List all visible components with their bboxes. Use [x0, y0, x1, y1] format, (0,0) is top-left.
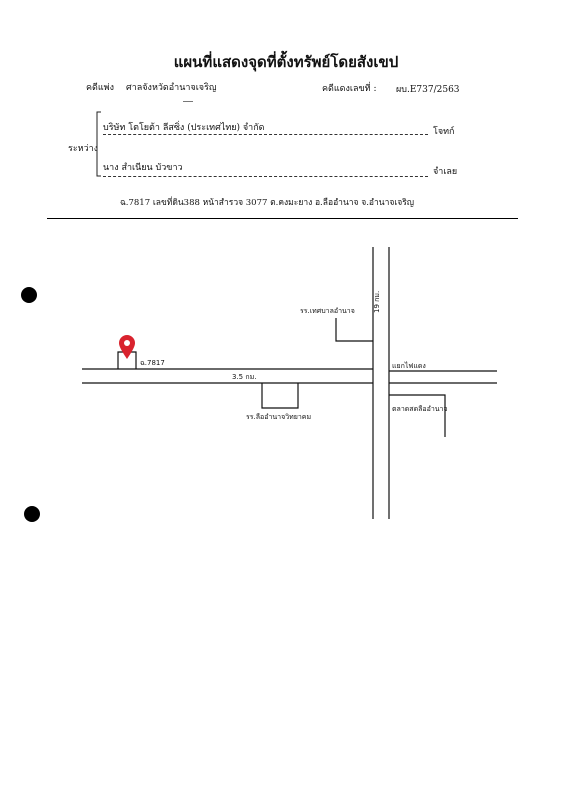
municipal-school-label: รร.เทศบาลอำนาจ [300, 307, 355, 315]
distance-north-label: 19 กม. [373, 290, 381, 313]
document-title: แผนที่แสดงจุดที่ตั้งทรัพย์โดยสังเขป [173, 53, 399, 71]
defendant-role: จำเลย [433, 167, 458, 177]
case-type-label: คดีแพ่ง [86, 83, 114, 93]
high-school-outline [262, 383, 298, 408]
municipal-school-outline [336, 318, 373, 341]
traffic-light-label: แยกไฟแดง [392, 362, 426, 370]
defendant-name: นาง สำเนียน บัวขาว [103, 163, 183, 173]
distance-west-label: 3.5 กม. [232, 373, 257, 381]
between-label: ระหว่าง [68, 144, 99, 154]
case-number-label: คดีแดงเลขที่ : [322, 84, 377, 94]
market-label: ตลาดสดลืออำนาจ [392, 405, 448, 413]
case-number: ผบ.E737/2563 [396, 85, 460, 95]
plaintiff-role: โจทก์ [433, 127, 455, 137]
high-school-label: รร.ลืออำนาจวิทยาคม [246, 413, 312, 421]
court-name: ศาลจังหวัดอำนาจเจริญ [126, 83, 217, 93]
property-description: ฉ.7817 เลขที่ดิน388 หน้าสำรวจ 3077 ต.คงมะยาง อ.ลืออำนาจ จ.อำนาจเจริญ [120, 198, 415, 208]
location-marker-icon [119, 335, 135, 359]
plaintiff-name: บริษัท โตโยต้า ลีสซิ่ง (ประเทศไทย) จำกัด [103, 123, 265, 133]
parcel-label: ฉ.7817 [140, 359, 165, 367]
market-outline [389, 395, 445, 437]
